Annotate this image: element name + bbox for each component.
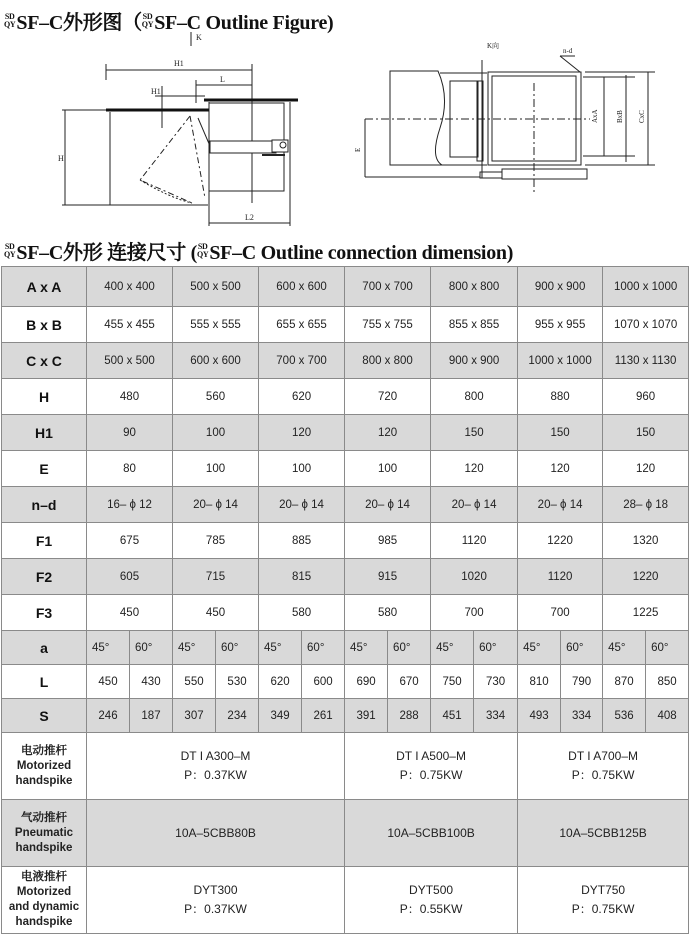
table-cell: 870 xyxy=(603,665,646,699)
bxb-label: BxB xyxy=(616,110,624,123)
table-cell: 600 x 600 xyxy=(259,267,345,307)
drive-model: DT I A300–M xyxy=(180,749,251,763)
drive-cell xyxy=(518,800,689,867)
table-cell: 655 x 655 xyxy=(259,307,345,343)
table-row xyxy=(2,595,689,631)
table-cell: 430 xyxy=(130,665,173,699)
table-cell: 60° xyxy=(474,631,518,665)
table-cell: 500 x 500 xyxy=(87,343,173,379)
table-cell: 715 xyxy=(173,559,259,595)
table-row xyxy=(2,307,689,343)
drive-label-line: 气动推杆 xyxy=(21,811,67,824)
row-label: a xyxy=(2,631,87,665)
drive-model: 10A–5CBB80B xyxy=(175,825,256,840)
drive-row xyxy=(2,867,689,934)
table-cell: 1320 xyxy=(603,523,689,559)
table-cell: 493 xyxy=(518,699,561,733)
table-cell: 100 xyxy=(345,451,431,487)
table-cell: 450 xyxy=(173,595,259,631)
table-cell: 1120 xyxy=(431,523,518,559)
table-cell: 530 xyxy=(216,665,259,699)
table-cell: 1225 xyxy=(603,595,689,631)
row-label: E xyxy=(2,451,87,487)
table-row xyxy=(2,451,689,487)
table-cell: 45° xyxy=(87,631,130,665)
row-label: B x B xyxy=(2,307,87,343)
table-cell: 880 xyxy=(518,379,603,415)
table-cell: 800 xyxy=(431,379,518,415)
brand-superscript: SD QY xyxy=(196,242,209,259)
table-cell: 45° xyxy=(259,631,302,665)
table-cell: 1000 x 1000 xyxy=(603,267,689,307)
table-cell: 400 x 400 xyxy=(87,267,173,307)
drive-cell xyxy=(87,867,345,934)
dimension-table xyxy=(1,266,689,934)
table-cell: 1020 xyxy=(431,559,518,595)
cxc-label: CxC xyxy=(638,110,646,123)
table-cell: 45° xyxy=(603,631,646,665)
table-cell: 120 xyxy=(518,451,603,487)
drive-row xyxy=(2,800,689,867)
drive-cell xyxy=(345,733,518,800)
table-cell: 246 xyxy=(87,699,130,733)
drive-model: DT I A500–M xyxy=(396,749,466,763)
table-row xyxy=(2,267,689,307)
drive-cell xyxy=(518,733,689,800)
table-cell: 620 xyxy=(259,665,302,699)
table-cell: 550 xyxy=(173,665,216,699)
drive-model: 10A–5CBB100B xyxy=(387,825,475,840)
table-cell: 150 xyxy=(603,415,689,451)
brand-superscript: SD QY xyxy=(141,12,154,29)
table-cell: 536 xyxy=(603,699,646,733)
table-cell: 100 xyxy=(259,451,345,487)
drive-label-line: Motorized xyxy=(16,759,72,772)
table-cell: 815 xyxy=(259,559,345,595)
row-label: F3 xyxy=(2,595,87,631)
table-cell: 690 xyxy=(345,665,388,699)
table-cell: 391 xyxy=(345,699,388,733)
drive-label-line: handspike xyxy=(15,916,73,928)
nd-label: n-d xyxy=(563,47,573,55)
row-label: H xyxy=(2,379,87,415)
table-cell: 900 x 900 xyxy=(518,267,603,307)
table-cell: 334 xyxy=(561,699,603,733)
table-cell: 187 xyxy=(130,699,173,733)
table-cell: 620 xyxy=(259,379,345,415)
table-cell: 1130 x 1130 xyxy=(603,343,689,379)
table-cell: 234 xyxy=(216,699,259,733)
table-cell: 334 xyxy=(474,699,518,733)
table-cell: 45° xyxy=(345,631,388,665)
drive-cell xyxy=(345,800,518,867)
table-row xyxy=(2,379,689,415)
drive-label-line: Pneumatic xyxy=(14,826,74,839)
table-cell: 288 xyxy=(388,699,431,733)
table-row xyxy=(2,487,689,523)
table-cell: 45° xyxy=(431,631,474,665)
row-label: C x C xyxy=(2,343,87,379)
k-view-drawing xyxy=(350,28,690,233)
table-cell: 150 xyxy=(431,415,518,451)
drive-label xyxy=(2,800,87,867)
table-cell: 451 xyxy=(431,699,474,733)
table-cell: 785 xyxy=(173,523,259,559)
table-cell: 600 x 600 xyxy=(173,343,259,379)
table-cell: 955 x 955 xyxy=(518,307,603,343)
e-label: E xyxy=(354,147,362,152)
table-cell: 580 xyxy=(345,595,431,631)
k-view-label: K向 xyxy=(487,42,500,50)
table-cell: 60° xyxy=(302,631,345,665)
table-cell: 60° xyxy=(130,631,173,665)
drive-power: P：0.37KW xyxy=(184,768,247,782)
table-cell: 800 x 800 xyxy=(345,343,431,379)
drive-row xyxy=(2,733,689,800)
table-cell: 20– ϕ 14 xyxy=(259,487,345,523)
table-cell: 100 xyxy=(173,451,259,487)
drive-power: P：0.75KW xyxy=(571,902,635,916)
l-label: L xyxy=(220,75,225,84)
table-cell: 120 xyxy=(345,415,431,451)
drive-model: DT I A700–M xyxy=(568,749,638,763)
table-cell: 450 xyxy=(87,665,130,699)
drive-cell xyxy=(87,800,345,867)
table-cell: 555 x 555 xyxy=(173,307,259,343)
table-cell: 855 x 855 xyxy=(431,307,518,343)
table-cell: 120 xyxy=(431,451,518,487)
table-cell: 730 xyxy=(474,665,518,699)
table-cell: 720 xyxy=(345,379,431,415)
table-cell: 915 xyxy=(345,559,431,595)
table-cell: 670 xyxy=(388,665,431,699)
table-cell: 700 x 700 xyxy=(345,267,431,307)
k-label: K xyxy=(196,33,202,42)
drive-model: DYT750 xyxy=(581,883,626,897)
row-label: n–d xyxy=(2,487,87,523)
figure-title: SD QY SF–C外形图（ SD QY SF–C Outline Figure) xyxy=(4,12,334,34)
table-cell: 28– ϕ 18 xyxy=(603,487,689,523)
drive-label-line: Motorized xyxy=(16,886,72,898)
drive-power: P：0.55KW xyxy=(399,902,463,916)
table-row xyxy=(2,631,689,665)
table-row xyxy=(2,415,689,451)
table-cell: 985 xyxy=(345,523,431,559)
table-cell: 20– ϕ 14 xyxy=(518,487,603,523)
table-cell: 1220 xyxy=(518,523,603,559)
table-cell: 80 xyxy=(87,451,173,487)
table-cell: 45° xyxy=(518,631,561,665)
table-cell: 307 xyxy=(173,699,216,733)
table-cell: 1220 xyxy=(603,559,689,595)
table-cell: 700 x 700 xyxy=(259,343,345,379)
table-cell: 120 xyxy=(603,451,689,487)
table-cell: 675 xyxy=(87,523,173,559)
row-label: F1 xyxy=(2,523,87,559)
drive-label xyxy=(2,733,87,800)
table-cell: 960 xyxy=(603,379,689,415)
h-label: H xyxy=(58,154,64,163)
table-cell: 45° xyxy=(173,631,216,665)
table-cell: 1000 x 1000 xyxy=(518,343,603,379)
table-row xyxy=(2,559,689,595)
drive-model: DYT300 xyxy=(193,883,238,897)
drive-power: P：0.75KW xyxy=(399,768,463,782)
table-cell: 20– ϕ 14 xyxy=(173,487,259,523)
table-cell: 60° xyxy=(561,631,603,665)
table-cell: 261 xyxy=(302,699,345,733)
table-cell: 100 xyxy=(173,415,259,451)
drive-power: P：0.75KW xyxy=(571,768,635,782)
table-cell: 900 x 900 xyxy=(431,343,518,379)
drive-label-line: handspike xyxy=(15,841,73,854)
drive-model: 10A–5CBB125B xyxy=(559,825,647,840)
table-cell: 605 xyxy=(87,559,173,595)
drive-label-line: 电动推杆 xyxy=(21,744,67,757)
brand-superscript: SD QY xyxy=(4,242,16,259)
table-cell: 60° xyxy=(388,631,431,665)
table-title: SD QY SF–C外形 连接尺寸 ( SD QY SF–C Outline connection dimension) xyxy=(4,242,514,264)
table-cell: 60° xyxy=(216,631,259,665)
table-cell: 150 xyxy=(518,415,603,451)
table-cell: 580 xyxy=(259,595,345,631)
row-label: F2 xyxy=(2,559,87,595)
table-cell: 408 xyxy=(646,699,689,733)
table-cell: 120 xyxy=(259,415,345,451)
table-cell: 885 xyxy=(259,523,345,559)
h1-label: H1 xyxy=(151,87,161,96)
table-cell: 349 xyxy=(259,699,302,733)
table-cell: 480 xyxy=(87,379,173,415)
side-view-drawing xyxy=(0,28,350,233)
drive-cell xyxy=(518,867,689,934)
table-cell: 850 xyxy=(646,665,689,699)
table-cell: 60° xyxy=(646,631,689,665)
table-row xyxy=(2,699,689,733)
drive-model: DYT500 xyxy=(409,883,454,897)
table-cell: 16– ϕ 12 xyxy=(87,487,173,523)
row-label: L xyxy=(2,665,87,699)
l2-label: L2 xyxy=(245,213,254,222)
table-cell: 810 xyxy=(518,665,561,699)
drive-label-line: and dynamic xyxy=(8,901,80,913)
table-cell: 700 xyxy=(431,595,518,631)
drive-label xyxy=(2,867,87,934)
table-cell: 750 xyxy=(431,665,474,699)
table-cell: 20– ϕ 14 xyxy=(431,487,518,523)
table-cell: 20– ϕ 14 xyxy=(345,487,431,523)
drive-power: P：0.37KW xyxy=(184,902,247,916)
table-cell: 450 xyxy=(87,595,173,631)
table-cell: 560 xyxy=(173,379,259,415)
drive-label-line: handspike xyxy=(15,774,73,787)
h1-top-label: H1 xyxy=(174,59,184,68)
table-cell: 1070 x 1070 xyxy=(603,307,689,343)
table-cell: 800 x 800 xyxy=(431,267,518,307)
table-cell: 700 xyxy=(518,595,603,631)
brand-superscript: SD QY xyxy=(4,12,16,29)
row-label: A x A xyxy=(2,267,87,307)
table-row xyxy=(2,343,689,379)
table-row xyxy=(2,665,689,699)
drive-cell xyxy=(87,733,345,800)
table-cell: 1120 xyxy=(518,559,603,595)
table-row xyxy=(2,523,689,559)
drive-label-line: 电液推杆 xyxy=(21,871,67,883)
table-cell: 90 xyxy=(87,415,173,451)
table-cell: 500 x 500 xyxy=(173,267,259,307)
axa-label: AxA xyxy=(591,109,599,123)
row-label: H1 xyxy=(2,415,87,451)
table-cell: 755 x 755 xyxy=(345,307,431,343)
table-cell: 455 x 455 xyxy=(87,307,173,343)
drive-cell xyxy=(345,867,518,934)
table-cell: 790 xyxy=(561,665,603,699)
row-label: S xyxy=(2,699,87,733)
table-cell: 600 xyxy=(302,665,345,699)
